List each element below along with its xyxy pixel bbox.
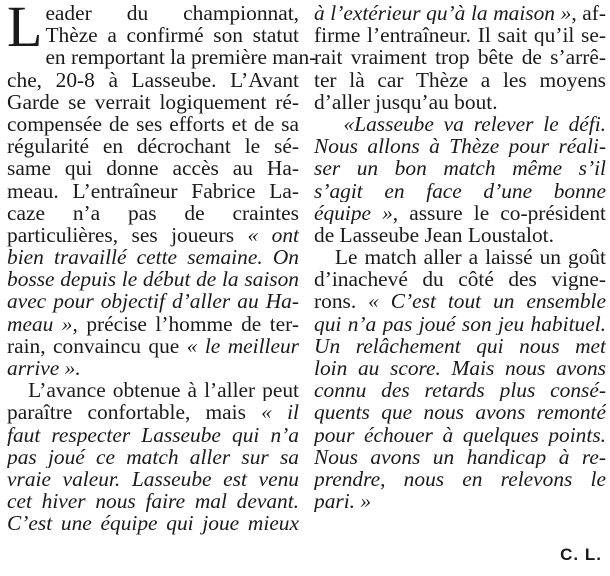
text-line xyxy=(314,24,606,46)
quote-text: ser un bon match même s’il xyxy=(314,157,606,180)
text-line xyxy=(314,446,606,468)
body-text: régularité en décrochant le sé- xyxy=(7,134,299,159)
quote-text: C’est une équipe qui joue mieux xyxy=(7,512,299,535)
author-signature: C. L. xyxy=(560,545,602,564)
text-line xyxy=(7,180,299,202)
text-line xyxy=(314,180,606,202)
text-line xyxy=(314,224,606,246)
text-line xyxy=(314,490,606,512)
quote-text: «Lasseube va relever le défi. xyxy=(343,112,606,136)
quote-text: bien travaillé cette semaine. On xyxy=(7,245,299,270)
body-text: Thèze a confirmé son statut xyxy=(45,23,299,48)
text-line xyxy=(7,2,299,24)
text-line xyxy=(314,202,606,224)
text-line xyxy=(7,224,299,246)
text-line xyxy=(7,113,299,135)
quote-text: qui n’a pas joué son jeu habituel. xyxy=(314,312,606,335)
text-line xyxy=(7,246,299,268)
text-line xyxy=(7,490,299,512)
text-line xyxy=(7,446,299,468)
text-line xyxy=(7,69,299,91)
quote-text: « C’est tout un ensemble xyxy=(368,290,606,313)
quote-text: pas joué ce match aller sur sa xyxy=(7,445,299,468)
text-line xyxy=(314,91,606,113)
quote-text: meau » xyxy=(7,311,73,336)
quote-text: avec pour objectif d’aller au Ha- xyxy=(7,289,299,314)
text-line xyxy=(7,424,299,446)
quote-text: cet hiver nous faire mal devant. xyxy=(7,490,299,513)
quote-text: Nous allons à Thèze pour réali- xyxy=(314,135,606,158)
quote-text: connu des retards plus consé- xyxy=(314,379,606,402)
body-text: paraître confortable, mais xyxy=(7,401,262,424)
quote-text: Un relâchement qui nous met xyxy=(314,334,606,357)
quote-text: s’agit en face d’une bonne xyxy=(314,179,606,202)
body-text: , précise l’homme de ter- xyxy=(72,311,299,336)
body-text: rait vraiment trop bête de s’arrê- xyxy=(314,46,606,69)
text-line xyxy=(314,46,606,68)
quote-text: quents que nous avons remonté xyxy=(314,401,606,424)
quote-text: équipe » xyxy=(314,201,393,224)
quote-text: « il xyxy=(261,401,299,424)
text-line xyxy=(7,512,299,534)
text-line xyxy=(7,335,299,357)
quote-text: à l’extérieur qu’à la maison » xyxy=(314,2,572,25)
body-text: compensée de ses efforts et de sa xyxy=(7,111,299,136)
text-line xyxy=(314,424,606,446)
body-text: che, 20-8 à Lasseube. L’Avant xyxy=(7,67,299,92)
body-text: Le match aller a laissé un goût xyxy=(314,246,606,269)
text-line xyxy=(7,313,299,335)
text-line xyxy=(314,2,606,24)
body-text: de Lasseube Jean Loustalot. xyxy=(314,223,554,247)
text-line xyxy=(314,313,606,335)
text-line xyxy=(314,335,606,357)
body-text: caze n’a pas de craintes xyxy=(7,200,299,225)
quote-text: prendre, nous en relevons le xyxy=(314,467,606,491)
body-text: rain, convaincu que xyxy=(7,333,187,358)
article-paragraph xyxy=(314,2,606,113)
body-text: meau. L’entraîneur Fabrice La- xyxy=(7,178,299,203)
quote-text: pari. » xyxy=(314,490,372,513)
quote-text: loin au score. Mais nous avons xyxy=(314,357,606,380)
text-line xyxy=(314,401,606,423)
drop-cap: L xyxy=(7,0,43,59)
article-column-left xyxy=(7,0,317,535)
body-text: d’aller jusqu’au bout. xyxy=(314,90,498,113)
text-line xyxy=(7,24,299,46)
quote-text: arrive ». xyxy=(7,356,81,380)
text-line xyxy=(314,268,606,290)
text-line xyxy=(7,268,299,290)
body-text: firme l’entraîneur. Il sait qu’il se- xyxy=(314,24,606,47)
text-line xyxy=(314,157,606,179)
body-text: particulières, ses joueurs xyxy=(7,222,248,247)
quote-text: « ont xyxy=(247,222,299,247)
text-line xyxy=(314,379,606,401)
body-text: Garde se verrait logiquement ré- xyxy=(7,89,299,114)
body-text: , assure le co-président xyxy=(392,201,606,224)
text-line xyxy=(314,69,606,91)
article-column-right xyxy=(314,2,606,512)
text-line xyxy=(7,91,299,113)
body-text: rons. xyxy=(314,290,369,313)
text-line xyxy=(7,468,299,490)
body-text: , af- xyxy=(571,2,606,25)
quote-text: « le meilleur xyxy=(186,333,299,358)
quote-text: Nous avons un handicap à re- xyxy=(314,445,606,468)
text-line xyxy=(7,357,299,379)
text-line xyxy=(7,379,299,401)
text-line xyxy=(7,45,317,70)
text-line xyxy=(314,290,606,312)
article-paragraph xyxy=(7,0,317,380)
body-text: L’avance obtenue à l’aller peut xyxy=(7,379,299,402)
quote-text: vraie valeur. Lasseube est venu xyxy=(7,467,299,491)
quote-text: bosse depuis le début de la saison xyxy=(7,267,299,292)
article-paragraph xyxy=(314,246,606,512)
text-line xyxy=(314,113,606,135)
text-line xyxy=(7,401,299,423)
text-line xyxy=(314,246,606,268)
body-text: d’inachevé du côté des vigne- xyxy=(314,268,606,291)
quote-text: faut respecter Lasseube qui n’a xyxy=(7,423,299,446)
text-line xyxy=(7,290,299,312)
text-line xyxy=(314,468,606,490)
text-line xyxy=(314,135,606,157)
text-line xyxy=(314,357,606,379)
text-line xyxy=(7,202,299,224)
body-text: en remportant la première man- xyxy=(45,45,317,70)
text-line xyxy=(7,135,299,157)
text-line xyxy=(7,157,299,179)
body-text xyxy=(314,113,344,135)
body-text: eader du championnat, xyxy=(45,1,299,25)
quote-text: pour échouer à quelques points. xyxy=(314,423,606,446)
article-paragraph xyxy=(7,379,299,534)
article-paragraph xyxy=(314,113,606,246)
body-text: same qui donne accès au Ha- xyxy=(7,156,299,181)
body-text: ter là car Thèze a les moyens xyxy=(314,68,606,91)
